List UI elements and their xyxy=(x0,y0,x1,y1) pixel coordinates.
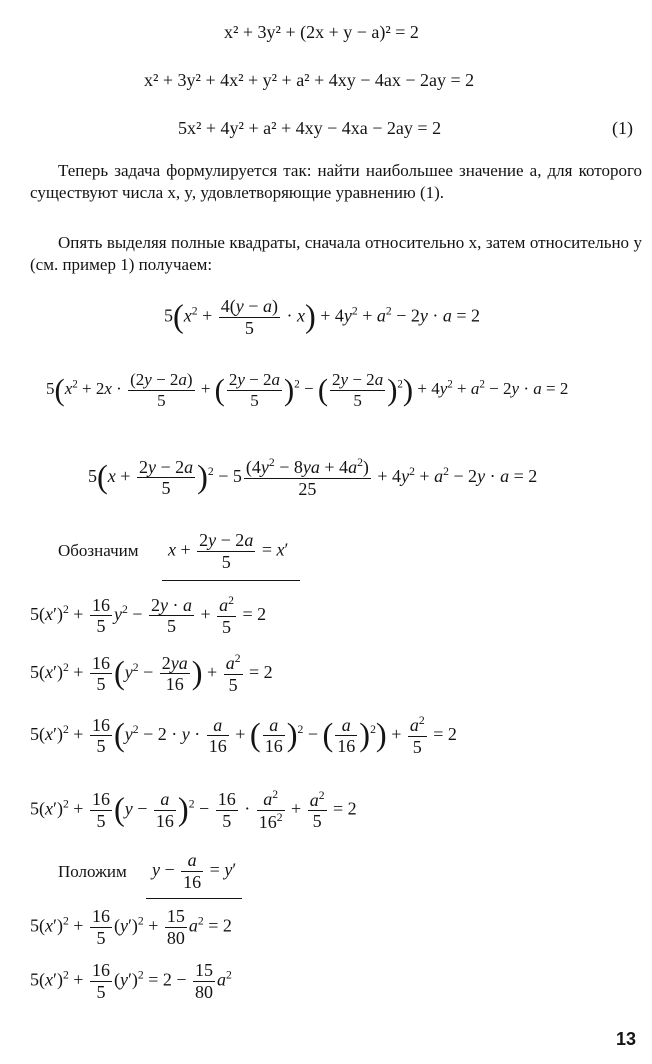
equation-1: x² + 3y² + (2x + y − a)² = 2 xyxy=(224,22,419,42)
equation-2: x² + 3y² + 4x² + y² + a² + 4xy − 4ax − 2ay = 2 xyxy=(144,70,475,90)
equation-11: $5(x')^2$ + $\frac{16}{5}$ $(y')^2$ + $\frac{15}{80}$ $a^2 = 2$ xyxy=(30,906,232,948)
equation-9: $5(x')^2$ + $\frac{16}{5}$ ($y^2 - 2 \cdot y$ · $\frac{a}{16}$ + ( $\frac{a}{16}$ )$^2$ − ( $\frac{a}{16}$ )$^2$) + $\frac{a^2}{5}$ = 2 xyxy=(30,714,457,757)
paragraph-2-text: Опять выделяя полные квадраты, сначала относительно x, затем относительно y (см. пример 1) получаем: xyxy=(30,233,642,274)
equation-5: $5(x^2 + 2x$ · $\frac{(2y - 2a)}{5}$ + ( $\frac{2y - 2a}{5}$ )$^2$ − ( $\frac{2y - 2a}{5}$ )$^2) + 4y^2 + a^2 - 2y \cdot a = 2$ xyxy=(46,370,569,410)
equation-12: $5(x')^2$ + $\frac{16}{5}$ $(y')^2 = 2$ − $\frac{15}{80}$ $a^2$ xyxy=(30,960,232,1002)
equation-10: $5(x')^2$ + $\frac{16}{5}$ (y − $\frac{a}{16}$ )$^2$ − $\frac{16}{5}$ · $\frac{a^2}{16^2}$ + $\frac{a^2}{5}$ = 2 xyxy=(30,788,357,832)
equation-8: $5(x')^2$ + $\frac{16}{5}$ ($y^2$ − $\frac{2ya}{16}$ ) + $\frac{a^2}{5}$ = 2 xyxy=(30,652,273,695)
equation-6: 5(x + $\frac{2y - 2a}{5}$ )$^2$ − 5 $\frac{(4y^2 - 8ya + 4a^2)}{25}$ + $4y^2 + a^2 - 2y \cdot a = 2$ xyxy=(88,456,538,499)
put-underline xyxy=(146,898,242,899)
paragraph-1 xyxy=(30,160,642,204)
equation-4: $5(x^2$ + $\frac{4(y - a)}{5}$ · $x) + 4y^2 + a^2 - 2y \cdot a = 2$ xyxy=(164,296,481,338)
paragraph-1-text: Теперь задача формулируется так: найти наибольшее значение a, для которого существуют числа x, y, удовлетворяющие уравнению (1). xyxy=(30,161,642,202)
equation-7: $5(x')^2$ + $\frac{16}{5}$ $y^2$ − $\frac{2y \cdot a}{5}$ + $\frac{a^2}{5}$ = 2 xyxy=(30,594,267,637)
put-definition: y − $\frac{a}{16}$ = y′ xyxy=(152,850,237,892)
denote-definition: x + $\frac{2y - 2a}{5}$ = x′ xyxy=(168,530,289,572)
page-number: 13 xyxy=(615,1029,636,1049)
put-label: Положим xyxy=(58,862,127,881)
paragraph-2 xyxy=(30,232,642,276)
equation-3-number: (1) xyxy=(612,118,633,138)
denote-label: Обозначим xyxy=(58,541,139,560)
equation-3: 5x² + 4y² + a² + 4xy − 4xa − 2ay = 2 xyxy=(178,118,442,138)
denote-underline xyxy=(162,580,300,581)
